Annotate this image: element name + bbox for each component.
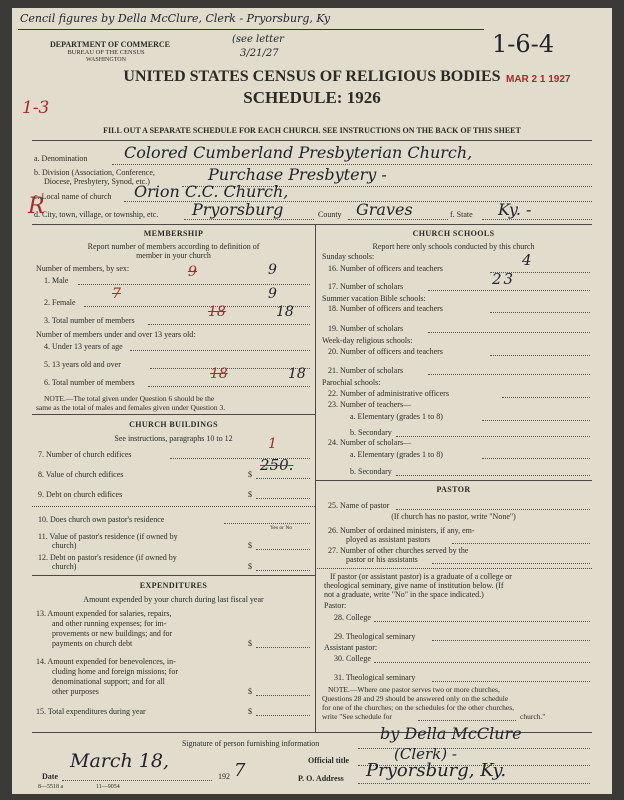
q10-line [224,523,310,524]
form-title: UNITED STATES CENSUS OF RELIGIOUS BODIES [123,68,501,85]
weekday-schools-label: Week-day religious schools: [322,336,413,345]
q20-line [490,355,590,356]
q1-struck-value: 9 [188,264,197,280]
q13-line-3: provements or new buildings; and for [52,629,173,638]
q13-line-1: 13. Amount expended for salaries, repairs, [36,609,172,618]
header-rule [32,140,592,141]
q11-dollar: $ [248,541,252,550]
q5-label: 5. 13 years old and over [44,360,121,369]
code-number: 1-6-4 [492,30,555,58]
local-name-value: Orion C.C. Church, [134,182,289,201]
q14-line-3: denominational support; and for all [52,677,165,686]
q23-secondary-line [396,436,590,437]
schools-rule [315,480,592,481]
q16-label: 16. Number of officers and teachers [328,264,443,273]
membership-intro-2: member in your church [136,251,211,260]
note-underline [18,29,484,30]
q13-line [256,647,310,648]
q24-elementary-label: a. Elementary (grades 1 to 8) [350,450,443,459]
q13-line-2: and other running expenses; for im- [52,619,167,628]
q8-line [256,478,310,479]
q2-label: 2. Female [44,298,76,307]
q27-line [432,563,590,564]
q28-label: 28. College [334,613,371,622]
po-address-label: P. O. Address [298,774,344,783]
schools-title: CHURCH SCHOOLS [412,229,495,238]
membership-rule [32,414,315,415]
city-label: d. City, town, village, or township, etc. [34,210,159,219]
q6-line [148,386,310,387]
q23-elementary-label: a. Elementary (grades 1 to 8) [350,412,443,421]
department-name: DEPARTMENT OF COMMERCE [50,40,171,49]
signature-label: Signature of person furnishing information [182,739,320,748]
q12-label-1: 12. Debt on pastor's residence (if owned by [38,553,177,562]
q5-line [150,368,310,369]
pastor-note-5: church." [520,712,546,721]
division-label-2: Diocese, Presbytery, Synod, etc.) [44,177,150,186]
red-mark-r: R [28,194,45,219]
q4-line [130,350,310,351]
q18-line [490,312,590,313]
q12-line [256,570,310,571]
q25-note: (If church has no pastor, write "None") [391,512,516,521]
membership-note-2: same as the total of males and females given under Question 3. [36,403,226,412]
sunday-schools-label: Sunday schools: [322,252,375,261]
q30-label: 30. College [334,654,371,663]
q9-dollar: $ [248,490,252,499]
county-line [348,219,448,220]
buildings-mid-rule [32,506,315,507]
state-value: Ky. - [498,200,532,219]
denomination-value: Colored Cumberland Presbyterian Church, [124,143,473,162]
pastor-title: PASTOR [436,485,471,494]
q22-line [502,397,590,398]
expenditures-intro: Amount expended by your church during last fiscal year [83,595,264,604]
q24-label: 24. Number of scholars— [328,438,412,447]
state-line [482,219,592,220]
census-schedule-sheet [12,8,612,794]
date-value: March 18, [70,750,169,772]
pastor-note-2: Questions 28 and 29 should be answered only on the schedule [322,694,509,703]
q28-line [374,621,590,622]
received-stamp: MAR 2 1 1927 [506,74,571,85]
q1-label: 1. Male [44,276,69,285]
city-value: Pryorsburg [192,200,284,219]
bureau-name: BUREAU OF THE CENSUS [67,49,145,56]
county-value: Graves [356,200,413,219]
by-sex-label: Number of members, by sex: [36,264,130,273]
column-divider [315,224,316,732]
q6-value: 18 [288,366,306,382]
q14-line-1: 14. Amount expended for benevolences, in- [36,657,176,666]
membership-title: MEMBERSHIP [143,229,204,238]
signature-line [358,748,590,749]
signature-value: by Della McClure [380,724,522,743]
q2-struck-value: 7 [112,286,121,302]
local-name-label: c. Local name of church [34,192,112,201]
pastor-sub-label: Pastor: [324,601,347,610]
print-number: 11—9054 [96,784,120,790]
date-line [62,780,212,781]
expenditures-title: EXPENDITURES [139,581,208,590]
po-address-value: Pryorsburg, Ky. [366,760,507,781]
letter-date: 3/21/27 [240,48,279,59]
q13-dollar: $ [248,639,252,648]
q3-line [148,324,310,325]
graduate-text-1: If pastor (or assistant pastor) is a graduate of a college or [330,572,512,581]
q27-label-1: 27. Number of other churches served by the [328,546,469,555]
q8-dollar: $ [248,470,252,479]
q1-value: 9 [268,262,277,278]
year-prefix: 192 [218,772,230,781]
membership-intro-1: Report number of members according to definition of [87,242,260,251]
q15-line [256,715,310,716]
q11-line [256,549,310,550]
q14-dollar: $ [248,687,252,696]
q17-line [428,290,590,291]
division-value: Purchase Presbytery - [208,165,387,184]
q12-label-2: church) [52,562,77,571]
q3-value: 18 [276,304,294,320]
yes-no-hint: Yes or No [270,525,293,531]
bureau-city: WASHINGTON [86,57,126,63]
graduate-text-3: not a graduate, write "No" in the space indicated.) [324,590,484,599]
q22-label: 22. Number of administrative officers [328,389,449,398]
pastor-note-line [418,720,516,721]
q14-line-4: other purposes [52,687,99,696]
buildings-rule [32,575,315,576]
q15-label: 15. Total expenditures during year [36,707,146,716]
red-mark-1-3: 1-3 [22,98,50,118]
q23-secondary-label: b. Secondary [350,428,392,437]
q19-label: 19. Number of scholars [328,324,404,333]
q20-label: 20. Number of officers and teachers [328,347,443,356]
q6-struck-value: 18 [210,366,228,382]
q13-line-4: payments on church debt [52,639,133,648]
denomination-label: a. Denomination [34,154,88,163]
schedule-title: SCHEDULE: 1926 [243,88,381,107]
q7-label: 7. Number of church edifices [38,450,132,459]
city-line [184,219,314,220]
q27-label-2: pastor or his assistants [346,555,418,564]
county-label: County [318,210,342,219]
q9-line [256,498,310,499]
division-label-1: b. Division (Association, Conference, [34,168,155,177]
po-address-line [358,783,590,784]
fields-rule [32,224,592,225]
schools-intro: Report here only schools conducted by this church [372,242,535,251]
q14-line [256,695,310,696]
age-intro-label: Number of members under and over 13 years old: [36,330,196,339]
official-title-label: Official title [308,756,350,765]
q29-label: 29. Theological seminary [334,632,416,641]
pastor-note-4: write "See schedule for [322,712,392,721]
q31-line [432,681,590,682]
vacation-schools-label: Summer vacation Bible schools: [322,294,426,303]
buildings-title: CHURCH BUILDINGS [129,420,218,429]
q26-label-1: 26. Number of ordained ministers, if any, em- [328,526,475,535]
q8-value: 250. [260,456,294,474]
q21-line [428,374,590,375]
q8-label: 8. Value of church edifices [38,470,124,479]
q11-label-1: 11. Value of pastor's residence (if owned by [38,532,178,541]
q2-value: 9 [268,286,277,302]
q18-label: 18. Number of officers and teachers [328,304,443,313]
pastor-note-3: for one of the churches; on the schedules for the other churches, [322,703,515,712]
q26-label-2: ployed as assistant pastors [346,535,431,544]
top-handwritten-note: Cencil figures by Della McClure, Clerk - Pryorsburg, Ky [20,12,331,25]
membership-note-1: NOTE.—The total given under Question 6 should be the [44,394,215,403]
q17-label: 17. Number of scholars [328,282,404,291]
q16-value: 4 [522,251,532,269]
assistant-sub-label: Assistant pastor: [324,643,378,652]
q19-line [428,332,590,333]
q30-line [374,662,590,663]
form-number: 8—5518 a [38,784,64,790]
pastor-note-1: NOTE.—Where one pastor serves two or more churches, [328,685,500,694]
q3-struck-value: 18 [208,304,226,320]
q6-label: 6. Total number of members [44,378,135,387]
instructions-line: FILL OUT A SEPARATE SCHEDULE FOR EACH CHURCH. SEE INSTRUCTIONS ON THE BACK OF THIS SHEET [103,126,521,135]
q31-label: 31. Theological seminary [334,673,416,682]
q29-line [432,640,590,641]
graduate-text-2: theological seminary, give name of institution below. (If [324,581,504,590]
q9-label: 9. Debt on church edifices [38,490,123,499]
q7-value: 1 [268,436,277,452]
q25-line [396,509,590,510]
q24-elementary-line [482,458,590,459]
see-letter-note: (see letter [232,34,284,45]
q15-dollar: $ [248,707,252,716]
q24-secondary-label: b. Secondary [350,467,392,476]
q4-label: 4. Under 13 years of age [44,342,123,351]
parochial-schools-label: Parochial schools: [322,378,381,387]
date-label: Date [42,772,58,781]
q10-label: 10. Does church own pastor's residence [38,515,165,524]
official-title-value: (Clerk) - [394,745,457,763]
q17-value: 23 [492,270,516,288]
pastor-mid-rule [315,568,592,569]
q1-line [78,284,310,285]
q26-line [452,543,590,544]
q23-label: 23. Number of teachers— [328,400,412,409]
q3-label: 3. Total number of members [44,316,135,325]
state-label: f. State [450,210,473,219]
q25-label: 25. Name of pastor [328,501,390,510]
year-value: 7 [234,760,246,781]
buildings-intro: See instructions, paragraphs 10 to 12 [114,434,233,443]
q11-label-2: church) [52,541,77,550]
q21-label: 21. Number of scholars [328,366,404,375]
q12-dollar: $ [248,562,252,571]
q23-elementary-line [482,420,590,421]
q24-secondary-line [396,475,590,476]
q14-line-2: cluding home and foreign missions; for [52,667,178,676]
